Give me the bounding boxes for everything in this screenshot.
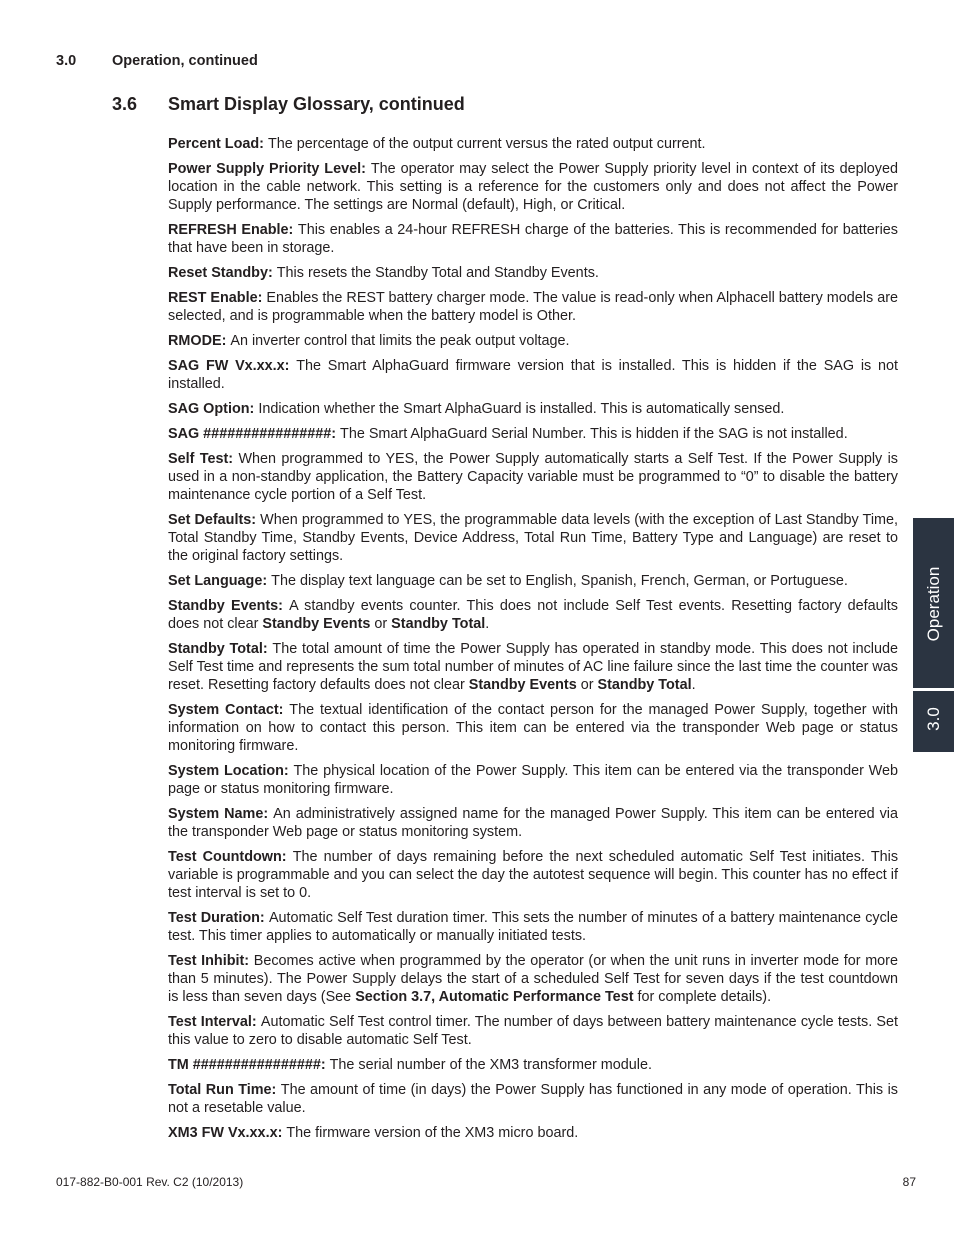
glossary-definition: Becomes active when programmed by the operator (or when the unit runs in inverter mode for more than 5 minutes). The Power Supply delays the start of a scheduled Self Test for seven days if the test countdown is less than seven days (See bbox=[168, 953, 898, 1005]
glossary-bold-reference: Standby Total bbox=[597, 677, 692, 693]
glossary-term: Standby Total: bbox=[168, 641, 268, 657]
glossary-definition: Automatic Self Test control timer. The number of days between battery maintenance cycle tests. Set this value to zero to disable automatic Self Test. bbox=[168, 1014, 898, 1048]
glossary-entry bbox=[168, 425, 898, 443]
footer-doc-number: 017-882-B0-001 Rev. C2 (10/2013) bbox=[56, 1175, 244, 1189]
subsection-title bbox=[112, 94, 465, 115]
glossary-entry bbox=[168, 1056, 898, 1074]
glossary-term: TM ################: bbox=[168, 1057, 326, 1073]
glossary-list bbox=[168, 135, 898, 1149]
glossary-definition: The serial number of the XM3 transformer module. bbox=[329, 1057, 652, 1073]
glossary-definition: for complete details). bbox=[633, 989, 772, 1005]
glossary-entry bbox=[168, 909, 898, 945]
subsection-number: 3.6 bbox=[112, 94, 138, 114]
glossary-term: Percent Load: bbox=[168, 136, 264, 152]
glossary-definition: When programmed to YES, the programmable data levels (with the exception of Last Standby Time, Total Standby Time, Standby Events, Device Address, Total Run Time, Battery Type and Language) are reset to the original factory settings. bbox=[168, 512, 899, 564]
section-title: Operation, continued bbox=[112, 53, 258, 69]
glossary-definition: The amount of time (in days) the Power Supply has functioned in any mode of operation. This is not a resetable value. bbox=[168, 1082, 898, 1116]
glossary-entry bbox=[168, 1081, 898, 1117]
glossary-definition: or bbox=[370, 616, 392, 632]
glossary-term: Standby Events: bbox=[168, 598, 283, 614]
section-header bbox=[56, 53, 258, 69]
glossary-definition: The Smart AlphaGuard firmware version that is installed. This is hidden if the SAG is not installed. bbox=[168, 358, 898, 392]
glossary-definition: . bbox=[691, 677, 696, 693]
glossary-entry bbox=[168, 450, 898, 504]
glossary-definition: This enables a 24-hour REFRESH charge of the batteries. This is recommended for batteries that have been in storage. bbox=[168, 222, 898, 256]
glossary-entry bbox=[168, 511, 898, 565]
footer-page-number: 87 bbox=[902, 1175, 916, 1189]
glossary-entry bbox=[168, 221, 898, 257]
glossary-term: Test Interval: bbox=[168, 1014, 257, 1030]
side-tab-label: Operation bbox=[924, 566, 943, 642]
glossary-definition: The firmware version of the XM3 micro board. bbox=[286, 1125, 579, 1141]
glossary-definition: An inverter control that limits the peak output voltage. bbox=[230, 333, 570, 349]
glossary-bold-reference: Section 3.7, Automatic Performance Test bbox=[355, 989, 634, 1005]
glossary-term: REFRESH Enable: bbox=[168, 222, 294, 238]
glossary-term: Test Duration: bbox=[168, 910, 265, 926]
glossary-entry bbox=[168, 701, 898, 755]
section-number: 3.0 bbox=[56, 53, 77, 69]
side-tab bbox=[913, 518, 954, 752]
glossary-entry bbox=[168, 572, 898, 590]
glossary-definition: The total amount of time the Power Supply has operated in standby mode. This does not include Self Test time and represents the sum total number of minutes of AC line failure since the last time the counter was reset. Resetting factory defaults does not clear bbox=[168, 641, 898, 693]
glossary-term: Set Defaults: bbox=[168, 512, 257, 528]
glossary-entry bbox=[168, 357, 898, 393]
glossary-definition: An administratively assigned name for the managed Power Supply. This item can be entered via the transponder Web page or status monitoring system. bbox=[168, 806, 899, 840]
glossary-definition: The Smart AlphaGuard Serial Number. This is hidden if the SAG is not installed. bbox=[340, 426, 848, 442]
glossary-entry bbox=[168, 640, 898, 694]
glossary-definition: or bbox=[576, 677, 598, 693]
glossary-term: SAG ################: bbox=[168, 426, 337, 442]
glossary-definition: Automatic Self Test duration timer. This sets the number of minutes of a battery maintenance cycle test. This timer applies to automatically or manually initiated tests. bbox=[168, 910, 899, 944]
glossary-definition: Indication whether the Smart AlphaGuard is installed. This is automatically sensed. bbox=[258, 401, 785, 417]
glossary-entry bbox=[168, 289, 898, 325]
glossary-entry bbox=[168, 160, 898, 214]
glossary-entry bbox=[168, 597, 898, 633]
glossary-definition: . bbox=[485, 616, 490, 632]
glossary-term: Self Test: bbox=[168, 451, 234, 467]
glossary-term: System Location: bbox=[168, 763, 289, 779]
glossary-definition: The display text language can be set to English, Spanish, French, German, or Portuguese. bbox=[271, 573, 848, 589]
glossary-term: Test Countdown: bbox=[168, 849, 287, 865]
glossary-bold-reference: Standby Events bbox=[468, 677, 577, 693]
glossary-term: Test Inhibit: bbox=[168, 953, 250, 969]
glossary-definition: The percentage of the output current versus the rated output current. bbox=[267, 136, 706, 152]
glossary-term: SAG FW Vx.xx.x: bbox=[168, 358, 290, 374]
glossary-bold-reference: Standby Events bbox=[262, 616, 371, 632]
side-tab-divider bbox=[913, 688, 954, 691]
glossary-entry bbox=[168, 1013, 898, 1049]
glossary-term: Total Run Time: bbox=[168, 1082, 277, 1098]
glossary-bold-reference: Standby Total bbox=[391, 616, 486, 632]
glossary-entry bbox=[168, 332, 898, 350]
glossary-entry bbox=[168, 805, 898, 841]
glossary-entry bbox=[168, 952, 898, 1006]
glossary-definition: A standby events counter. This does not include Self Test events. Resetting factory defaults does not clear bbox=[168, 598, 898, 632]
side-tab-number: 3.0 bbox=[924, 707, 943, 731]
glossary-entry bbox=[168, 400, 898, 418]
subsection-title-text: Smart Display Glossary, continued bbox=[168, 94, 465, 114]
glossary-term: XM3 FW Vx.xx.x: bbox=[168, 1125, 283, 1141]
glossary-definition: Enables the REST battery charger mode. The value is read-only when Alphacell battery models are selected, and is programmable when the battery model is Other. bbox=[168, 290, 898, 324]
glossary-term: SAG Option: bbox=[168, 401, 255, 417]
glossary-entry bbox=[168, 1124, 898, 1142]
glossary-term: Power Supply Priority Level: bbox=[168, 161, 366, 177]
glossary-definition: The number of days remaining before the next scheduled automatic Self Test initiates. This variable is programmable and you can select the day the autotest sequence will begin. This counter has no effect if test interval is set to 0. bbox=[168, 849, 899, 901]
glossary-entry bbox=[168, 762, 898, 798]
glossary-entry bbox=[168, 848, 898, 902]
glossary-term: Set Language: bbox=[168, 573, 268, 589]
glossary-definition: When programmed to YES, the Power Supply automatically starts a Self Test. If the Power Supply is used in a non-standby application, the Battery Capacity variable must be programmed to “0” to disable the battery maintenance cycle portion of a Self Test. bbox=[168, 451, 898, 503]
glossary-entry bbox=[168, 264, 898, 282]
glossary-definition: The operator may select the Power Supply priority level in context of its deployed location in the cable network. This setting is a reference for the customers only and does not affect the Power Supply performance. The settings are Normal (default), High, or Critical. bbox=[168, 161, 899, 213]
glossary-definition: The physical location of the Power Supply. This item can be entered via the transponder Web page or status monitoring firmware. bbox=[168, 763, 898, 797]
glossary-definition: The textual identification of the contact person for the managed Power Supply, together with information on how to contact this person. This item can be entered via the transponder Web page or status monitoring firmware. bbox=[168, 702, 899, 754]
glossary-term: RMODE: bbox=[168, 333, 227, 349]
glossary-term: System Name: bbox=[168, 806, 269, 822]
glossary-definition: This resets the Standby Total and Standby Events. bbox=[276, 265, 599, 281]
glossary-term: System Contact: bbox=[168, 702, 284, 718]
glossary-entry bbox=[168, 135, 898, 153]
glossary-term: Reset Standby: bbox=[168, 265, 273, 281]
glossary-term: REST Enable: bbox=[168, 290, 263, 306]
